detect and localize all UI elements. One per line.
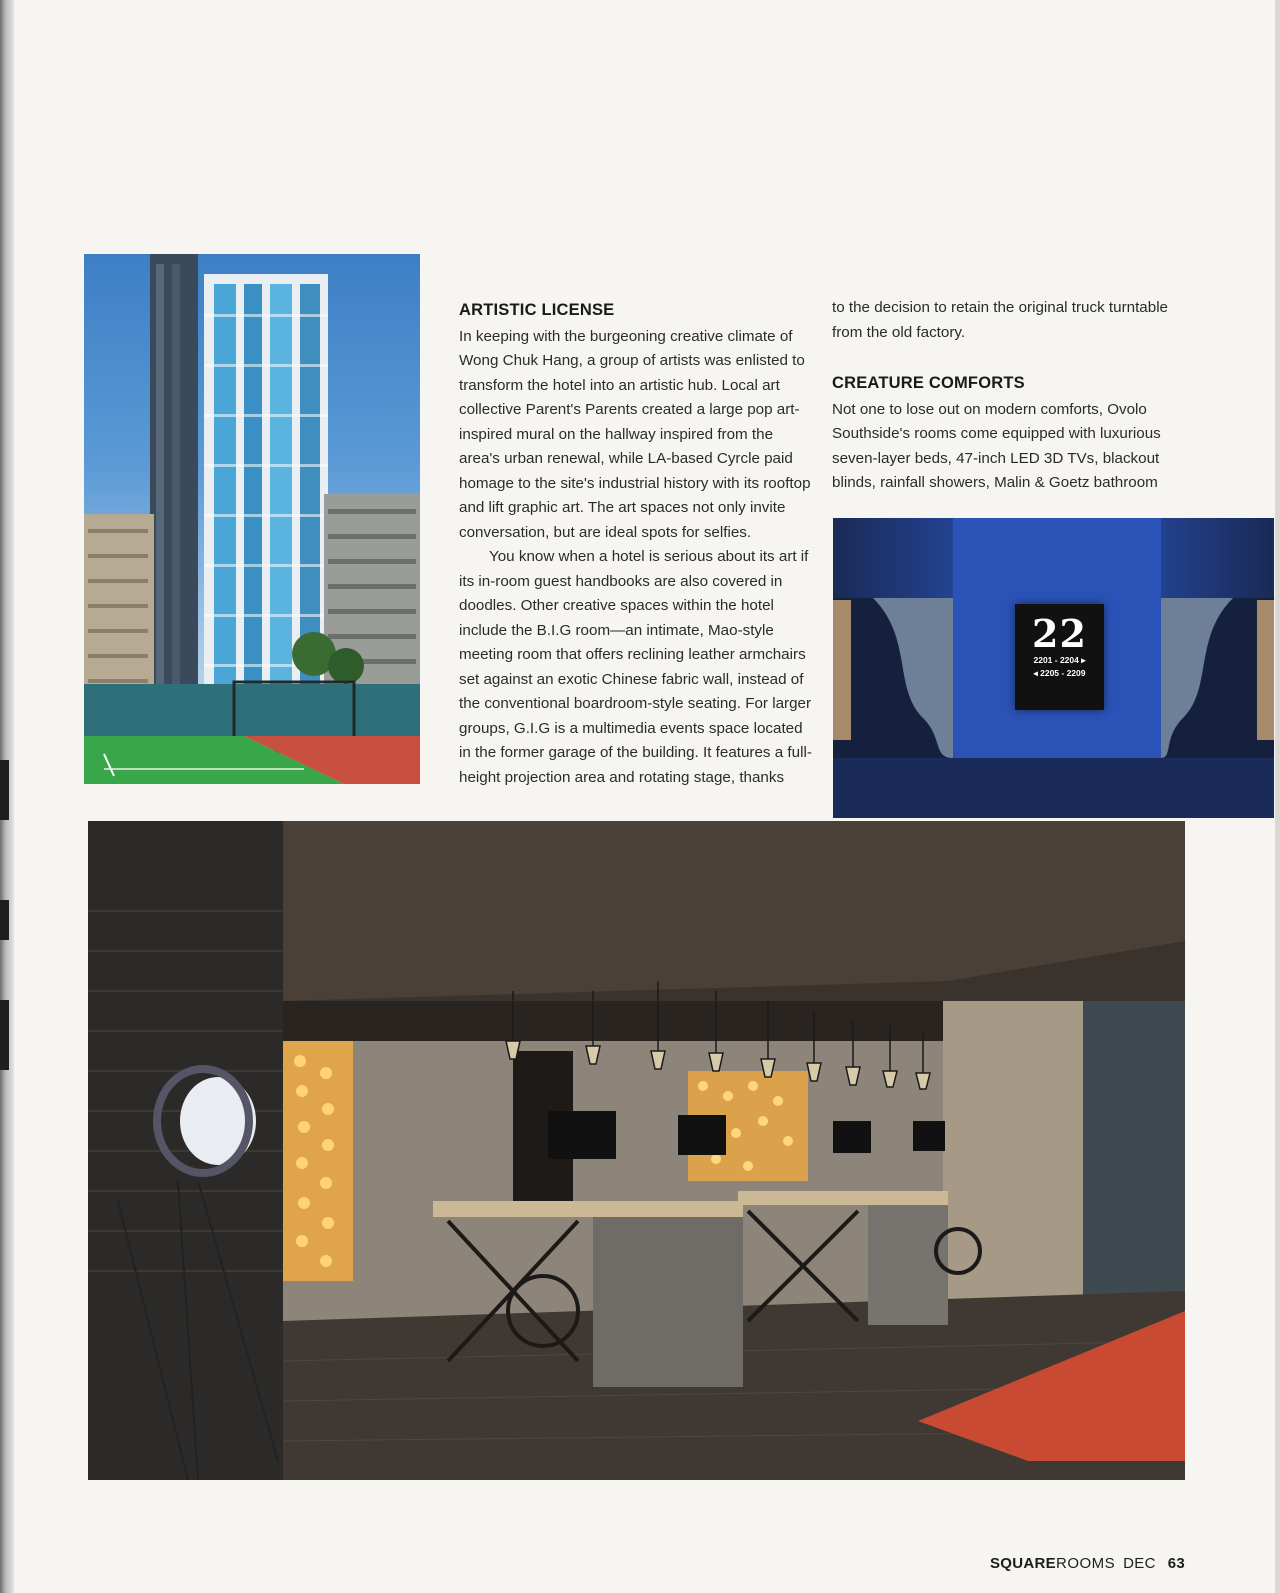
- brand-rooms: ROOMS: [1055, 1555, 1116, 1572]
- page-edge: [1275, 0, 1280, 1593]
- article-paragraph: to the decision to retain the original truck turntable from the old factory.: [832, 299, 1169, 341]
- room-number-sign: [1015, 604, 1104, 710]
- article-column-1: [459, 298, 813, 790]
- lobby-photo: [88, 821, 1185, 1480]
- heading-creature-comforts: CREATURE COMFORTS: [832, 374, 1025, 392]
- page-number: 63: [1167, 1555, 1186, 1572]
- room-sign-photo: [833, 518, 1274, 818]
- article-paragraph: In keeping with the burgeoning creative climate of Wong Chuk Hang, a group of artists was enlisted to transform the hotel into an artistic hub. Local art collective Parent's Parents created a large pop art-inspired mural on the hallway inspired from the area's urban renewal, while LA-based Cyrcle paid homage to the site's industrial history with its rooftop and lift graphic art. The art spaces not only invite conversation, but are ideal spots for selfies.: [459, 327, 811, 541]
- room-range-2: ◂ 2205 - 2209: [1033, 668, 1086, 678]
- article-column-2: [832, 296, 1182, 496]
- heading-artistic-license: ARTISTIC LICENSE: [459, 301, 615, 319]
- room-floor-number: 22: [1032, 611, 1087, 656]
- page-footer: [990, 1555, 1185, 1572]
- issue-month: DEC: [1123, 1555, 1156, 1572]
- page-spine: [0, 0, 14, 1593]
- brand-square: SQUARE: [990, 1555, 1056, 1572]
- building-photo: [84, 254, 420, 784]
- article-paragraph: You know when a hotel is serious about its art if its in-room guest handbooks are also covered in doodles. Other creative spaces within the hotel include the B.I.G room—an intimate, Mao-style meeting room that offers reclining leather armchairs set against an exotic Chinese fabric wall, instead of the conventional boardroom-style seating. For larger groups, G.I.G is a multimedia events space located in the former garage of the building. It features a full-height projection area and rotating stage, thanks: [459, 548, 812, 786]
- room-range-1: 2201 - 2204 ▸: [1033, 655, 1086, 665]
- article-paragraph: Not one to lose out on modern comforts, Ovolo Southside's rooms come equipped with luxurious seven-layer beds, 47-inch LED 3D TVs, blackout blinds, rainfall showers, Malin & Goetz bathroom: [832, 400, 1161, 491]
